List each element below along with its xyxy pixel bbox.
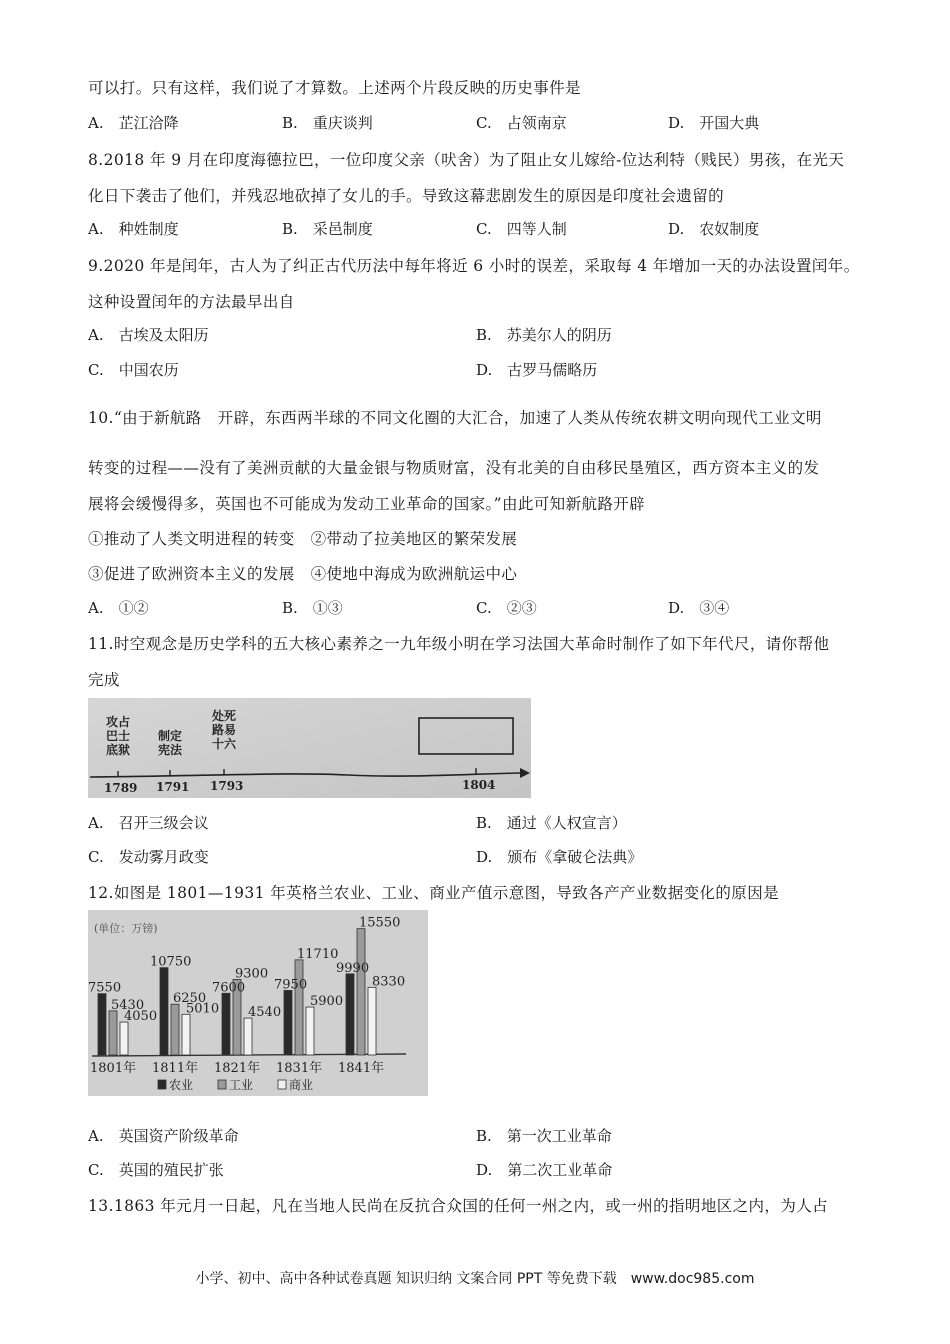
timeline-event-1791-line2: 宪法 — [158, 743, 183, 757]
bar-value-label: 4540 — [248, 1005, 282, 1021]
q8-option-a: A. 种姓制度 — [88, 220, 179, 238]
x-tick-label: 1831年 — [276, 1061, 323, 1076]
timeline-year-1789: 1789 — [104, 781, 138, 795]
bar-value-label: 5010 — [186, 1001, 220, 1017]
timeline-event-1789-line1: 攻占 — [106, 715, 131, 729]
q10-stem-line3: 展将会缓慢得多，英国也不可能成为发动工业革命的国家。”由此可知新航路开辟 — [88, 495, 646, 513]
bar-农业-1811年 — [160, 968, 168, 1055]
bar-value-label: 4050 — [124, 1009, 158, 1025]
q8-option-d: D. 农奴制度 — [668, 220, 760, 238]
q11-stem-line2: 完成 — [88, 671, 120, 689]
q7-option-b: B. 重庆谈判 — [282, 114, 373, 132]
q8-stem-line1: 8.2018 年 9 月在印度海德拉巴，一位印度父亲（吠舍）为了阻止女儿嫁给-位达利特（贱民）男孩，在光天 — [88, 151, 845, 169]
bar-商业-1811年 — [182, 1014, 190, 1055]
q9-stem-line2: 这种设置闰年的方法最早出自 — [88, 293, 295, 311]
timeline-figure — [88, 698, 531, 798]
timeline-event-1789-line3: 底狱 — [106, 743, 131, 757]
q11-stem-line1: 11.时空观念是历史学科的五大核心素养之一九年级小明在学习法国大革命时制作了如下年代尺，请你帮他 — [88, 635, 830, 653]
bar-工业-1831年 — [295, 960, 303, 1055]
q12-option-c: C. 英国的殖民扩张 — [88, 1161, 224, 1179]
q11-option-c: C. 发动雾月政变 — [88, 848, 209, 866]
bar-农业-1821年 — [222, 993, 230, 1055]
bar-商业-1831年 — [306, 1007, 314, 1055]
q10-option-c: C. ②③ — [476, 599, 537, 617]
bar-value-label: 15550 — [359, 915, 401, 931]
bar-商业-1821年 — [244, 1018, 252, 1055]
bar-value-label: 5900 — [310, 994, 344, 1010]
bar-value-label: 9300 — [235, 966, 269, 982]
bar-商业-1841年 — [368, 987, 376, 1055]
q9-option-b: B. 苏美尔人的阴历 — [476, 326, 612, 344]
q12-option-b: B. 第一次工业革命 — [476, 1127, 612, 1145]
timeline-event-1791-line1: 制定 — [158, 729, 183, 743]
q9-stem-line1: 9.2020 年是闰年，古人为了纠正古代历法中每年将近 6 小时的误差，采取每 4 年增加一天的办法设置闰年。 — [88, 257, 860, 275]
timeline-event-1793-line3: 十六 — [212, 737, 237, 751]
q10-stem-line1: 10.“由于新航路 开辟，东西两半球的不同文化圈的大汇合，加速了人类从传统农耕文明向现代工业文明 — [88, 409, 822, 427]
q11-option-b: B. 通过《人权宣言） — [476, 814, 627, 832]
bar-工业-1811年 — [171, 1004, 179, 1055]
q9-option-a: A. 古埃及太阳历 — [88, 326, 209, 344]
x-tick-label: 1811年 — [152, 1061, 199, 1076]
q11-option-d: D. 颁布《拿破仑法典》 — [476, 848, 643, 866]
bar-工业-1801年 — [109, 1011, 117, 1055]
bar-农业-1801年 — [98, 994, 106, 1055]
q10-option-d: D. ③④ — [668, 599, 730, 617]
q12-stem-line1: 12.如图是 1801—1931 年英格兰农业、工业、商业产值示意图，导致各产产业数据变化的原因是 — [88, 884, 779, 902]
x-tick-label: 1841年 — [338, 1061, 385, 1076]
q9-option-d: D. 古罗马儒略历 — [476, 361, 598, 379]
legend-swatch-工业 — [218, 1080, 226, 1089]
chart-unit-label: (单位：万镑) — [94, 922, 158, 935]
legend-swatch-商业 — [278, 1080, 286, 1089]
bar-chart-figure — [88, 910, 428, 1096]
q10-statement-3-4: ③促进了欧洲资本主义的发展 ④使地中海成为欧洲航运中心 — [88, 565, 518, 583]
q10-stem-line2: 转变的过程——没有了美洲贡献的大量金银与物质财富，没有北美的自由移民垦殖区，西方资本主义的发 — [88, 459, 820, 477]
q7-option-a: A. 芷江洽降 — [88, 114, 179, 132]
timeline-svg — [88, 698, 531, 798]
q8-stem-line2: 化日下袭击了他们，并残忍地砍掉了女儿的手。导致这幕悲剧发生的原因是印度社会遗留的 — [88, 187, 725, 205]
bar-value-label: 7600 — [212, 980, 246, 996]
q10-statement-1-2: ①推动了人类文明进程的转变 ②带动了拉美地区的繁荣发展 — [88, 530, 518, 548]
legend-swatch-农业 — [158, 1080, 166, 1089]
q11-option-a: A. 召开三级会议 — [88, 814, 209, 832]
timeline-event-1793-line2: 路易 — [212, 723, 237, 737]
bar-农业-1841年 — [346, 974, 354, 1055]
timeline-year-1804: 1804 — [462, 778, 496, 792]
q12-option-a: A. 英国资产阶级革命 — [88, 1127, 239, 1145]
timeline-event-1789-line2: 巴士 — [106, 729, 131, 743]
q10-option-b: B. ①③ — [282, 599, 343, 617]
bar-商业-1801年 — [120, 1022, 128, 1055]
legend-label-农业: 农业 — [169, 1078, 194, 1092]
page-footer: 小学、初中、高中各种试卷真题 知识归纳 文案合同 PPT 等免费下载 www.doc985.com — [195, 1271, 755, 1287]
q13-stem-line1: 13.1863 年元月一日起，凡在当地人民尚在反抗合众国的任何一州之内，或一州的指明地区之内，为人占 — [88, 1197, 829, 1215]
bar-value-label: 7550 — [88, 980, 122, 996]
q9-option-c: C. 中国农历 — [88, 361, 179, 379]
bar-value-label: 7950 — [274, 977, 308, 993]
bar-value-label: 6250 — [173, 991, 207, 1007]
bar-value-label: 5430 — [111, 997, 145, 1013]
q8-option-c: C. 四等人制 — [476, 220, 567, 238]
q12-option-d: D. 第二次工业革命 — [476, 1161, 613, 1179]
bar-value-label: 10750 — [150, 954, 192, 970]
bar-value-label: 11710 — [297, 946, 339, 962]
bar-value-label: 9990 — [336, 960, 370, 976]
bar-chart-svg — [88, 910, 428, 1096]
q7-stem-end: 可以打。只有这样，我们说了才算数。上述两个片段反映的历史事件是 — [88, 79, 581, 97]
q7-option-d: D. 开国大典 — [668, 114, 760, 132]
bar-工业-1841年 — [357, 929, 365, 1055]
timeline-year-1791: 1791 — [156, 780, 190, 794]
legend-label-工业: 工业 — [229, 1078, 254, 1092]
legend-label-商业: 商业 — [289, 1078, 314, 1092]
bar-农业-1831年 — [284, 990, 292, 1055]
q10-option-a: A. ①② — [88, 599, 149, 617]
timeline-event-1793-line1: 处死 — [212, 709, 237, 723]
timeline-year-1793: 1793 — [210, 779, 244, 793]
q7-option-c: C. 占领南京 — [476, 114, 567, 132]
x-tick-label: 1801年 — [90, 1061, 137, 1076]
x-tick-label: 1821年 — [214, 1061, 261, 1076]
bar-value-label: 8330 — [372, 974, 406, 990]
q8-option-b: B. 采邑制度 — [282, 220, 373, 238]
